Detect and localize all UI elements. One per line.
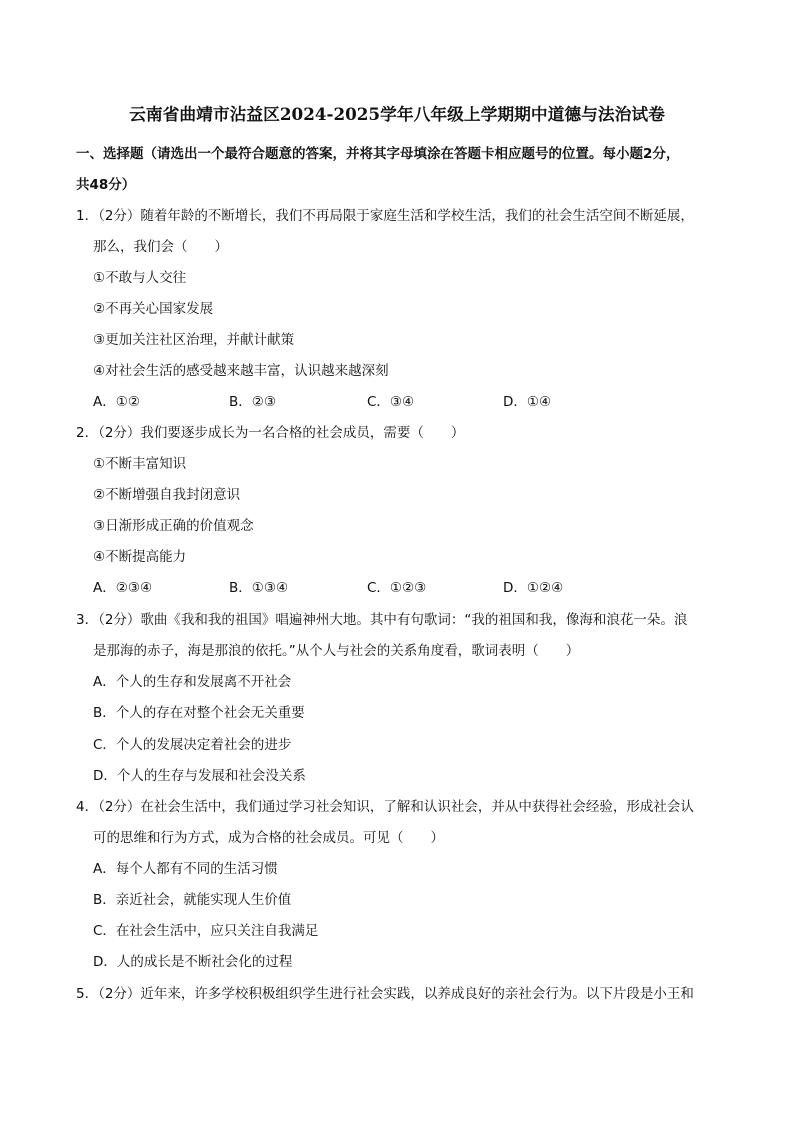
- q2-stem-line1: 2．（2分）我们要逐步成长为一名合格的社会成员，需要（ ）: [76, 425, 465, 441]
- q2-item-4: ④不断提高能力: [93, 549, 187, 565]
- q2-item-3: ③日渐形成正确的价值观念: [93, 518, 254, 534]
- q1-choice-d: D．①④: [503, 394, 552, 410]
- q2-choice-a: A．②③④: [93, 580, 153, 596]
- q1-item-1: ①不敢与人交往: [93, 270, 187, 286]
- q4-choice-d: D．人的成长是不断社会化的过程: [93, 954, 293, 970]
- q1-item-2: ②不再关心国家发展: [93, 301, 214, 317]
- q1-stem-line1: 1．（2分）随着年龄的不断增长，我们不再局限于家庭生活和学校生活，我们的社会生活空间不断延展，: [76, 208, 694, 224]
- q2-choice-c: C．①②③: [367, 580, 427, 596]
- q4-choice-b: B．亲近社会，就能实现人生价值: [93, 892, 292, 908]
- q1-choice-b: B．②③: [229, 394, 276, 410]
- q2-choice-d: D．①②④: [503, 580, 564, 596]
- q3-choice-c: C．个人的发展决定着社会的进步: [93, 737, 292, 753]
- q3-choice-d: D．个人的生存与发展和社会没关系: [93, 768, 306, 784]
- q2-item-1: ①不断丰富知识: [93, 456, 187, 472]
- q4-choice-a: A．每个人都有不同的生活习惯: [93, 861, 278, 877]
- q3-choice-b: B．个人的存在对整个社会无关重要: [93, 705, 305, 721]
- section-heading-line1: 一、选择题（请选出一个最符合题意的答案，并将其字母填涂在答题卡相应题号的位置。每小题2分，: [76, 146, 680, 162]
- q5-stem-line1: 5．（2分）近年来，许多学校积极组织学生进行社会实践，以养成良好的亲社会行为。以下片段是小王和: [76, 986, 694, 1002]
- q1-choice-a: A．①②: [93, 394, 140, 410]
- page-title: 云南省曲靖市沾益区2024-2025学年八年级上学期期中道德与法治试卷: [129, 104, 665, 124]
- q1-item-3: ③更加关注社区治理，并献计献策: [93, 332, 295, 348]
- q1-choice-c: C．③④: [367, 394, 415, 410]
- q4-stem-line2: 可的思维和行为方式，成为合格的社会成员。可见（ ）: [93, 830, 444, 846]
- q4-choice-c: C．在社会生活中，应只关注自我满足: [93, 923, 319, 939]
- section-heading-line2: 共48分）: [76, 177, 136, 193]
- q3-choice-a: A．个人的生存和发展离不开社会: [93, 674, 292, 690]
- q3-stem-line2: 是那海的赤子，海是那浪的依托。”从个人与社会的关系角度看，歌词表明（ ）: [93, 643, 580, 659]
- q2-item-2: ②不断增强自我封闭意识: [93, 487, 241, 503]
- q3-stem-line1: 3．（2分）歌曲《我和我的祖国》唱遍神州大地。其中有句歌词：“我的祖国和我，像海和浪花一朵。浪: [76, 612, 688, 628]
- q1-stem-line2: 那么，我们会（ ）: [93, 239, 228, 255]
- q1-item-4: ④对社会生活的感受越来越丰富，认识越来越深刻: [93, 363, 389, 379]
- q4-stem-line1: 4．（2分）在社会生活中，我们通过学习社会知识，了解和认识社会，并从中获得社会经验，形成社会认: [76, 799, 694, 815]
- q2-choice-b: B．①③④: [229, 580, 289, 596]
